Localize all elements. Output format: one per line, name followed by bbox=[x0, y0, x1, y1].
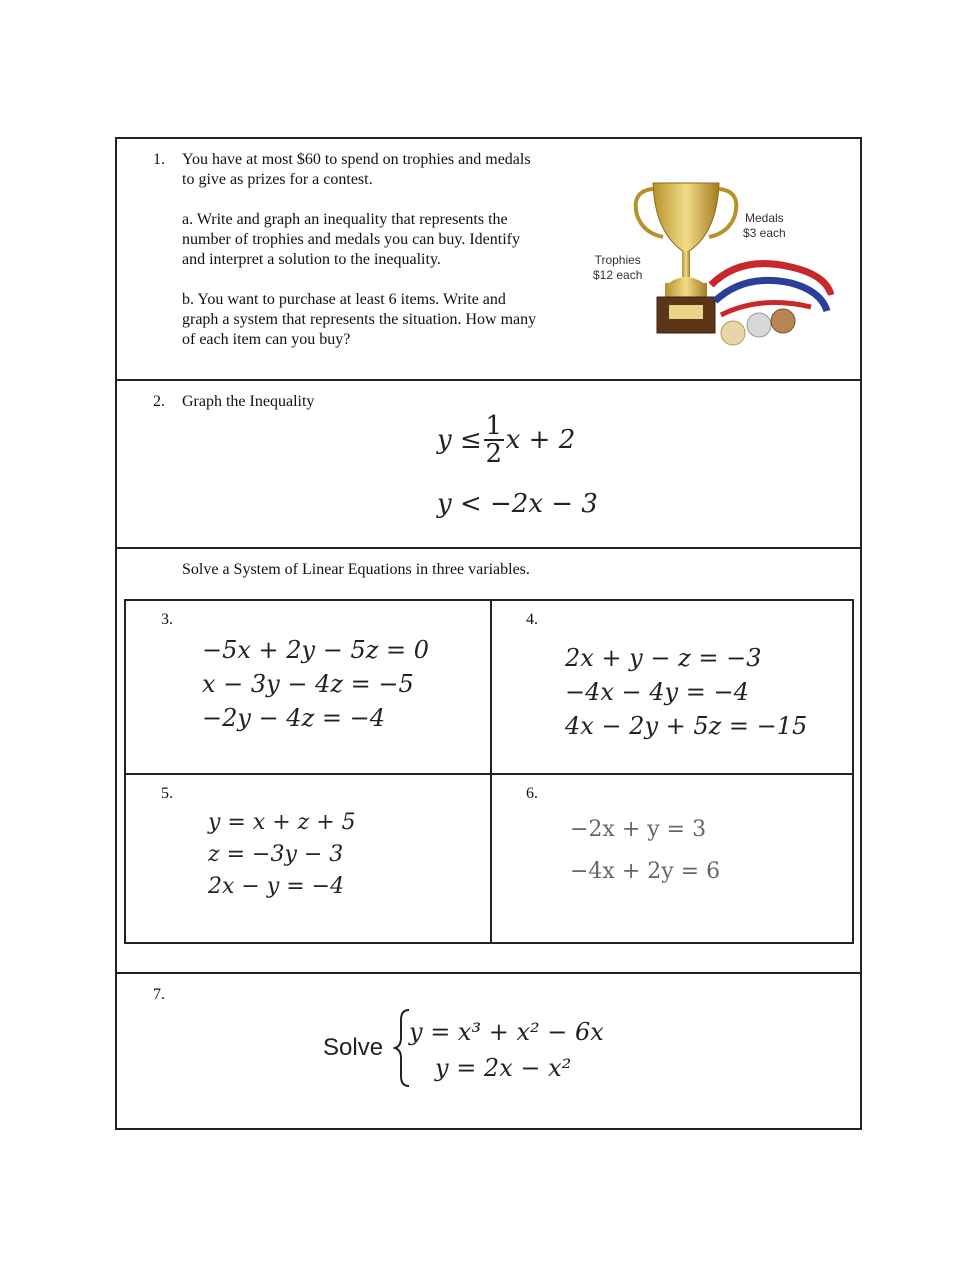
equation-system bbox=[570, 809, 720, 893]
problem-number: 6. bbox=[526, 785, 538, 802]
fraction-denominator: 2 bbox=[485, 439, 503, 469]
equation: −2y − 4z = −4 bbox=[202, 704, 385, 732]
problem-1-row bbox=[117, 139, 860, 379]
trophies-price-text: $12 each bbox=[593, 268, 643, 282]
trophies-label-text: Trophies bbox=[594, 253, 641, 267]
worksheet bbox=[115, 137, 862, 1130]
equation: −2x + y = 3 bbox=[570, 817, 707, 842]
text-line: number of trophies and medals you can buy. Identify bbox=[182, 231, 520, 248]
systems-grid bbox=[124, 599, 854, 944]
problem-number: 4. bbox=[526, 611, 538, 628]
problem-2-title: Graph the Inequality bbox=[182, 393, 315, 410]
equation: −4x − 4y = −4 bbox=[565, 678, 749, 706]
medals-label bbox=[743, 211, 786, 241]
fraction-numerator: 1 bbox=[485, 411, 503, 441]
equation: z = −3y − 3 bbox=[208, 842, 344, 867]
section-title: Solve a System of Linear Equations in three variables. bbox=[182, 561, 530, 578]
equation-system bbox=[565, 641, 807, 743]
problem-number: 2. bbox=[153, 393, 165, 410]
equation-system bbox=[409, 1014, 604, 1086]
problem-1-text bbox=[182, 150, 582, 350]
medals-price-text: $3 each bbox=[743, 226, 786, 240]
problem-2-row bbox=[117, 379, 860, 547]
problem-4-cell bbox=[492, 601, 854, 773]
text-line: and interpret a solution to the inequality. bbox=[182, 251, 441, 268]
fraction bbox=[484, 413, 504, 467]
equation: y = x³ + x² − 6x bbox=[409, 1018, 604, 1046]
problem-5-cell bbox=[126, 775, 490, 943]
equation: −4x + 2y = 6 bbox=[570, 859, 721, 884]
problem-number: 1. bbox=[153, 151, 165, 168]
medals-label-text: Medals bbox=[745, 211, 784, 225]
trophies-label bbox=[593, 253, 642, 283]
inequality-1-right: x + 2 bbox=[505, 425, 576, 455]
equation: 4x − 2y + 5z = −15 bbox=[565, 712, 808, 740]
trophy-icon bbox=[636, 183, 737, 333]
systems-section-row bbox=[117, 547, 860, 972]
trophies-medals-illustration bbox=[591, 175, 841, 355]
problem-number: 7. bbox=[153, 986, 165, 1003]
inequality-1-left: y ≤ bbox=[437, 425, 482, 455]
problem-number: 3. bbox=[161, 611, 173, 628]
text-line: to give as prizes for a contest. bbox=[182, 171, 373, 188]
text-line: a. Write and graph an inequality that represents the bbox=[182, 211, 508, 228]
equation-system bbox=[208, 807, 356, 903]
medals-icon bbox=[711, 264, 831, 345]
equation: x − 3y − 4z = −5 bbox=[202, 670, 414, 698]
problem-6-cell bbox=[492, 775, 854, 943]
equation: −5x + 2y − 5z = 0 bbox=[202, 636, 430, 664]
solve-label: Solve bbox=[323, 1034, 384, 1061]
text-line: b. You want to purchase at least 6 items. Write and bbox=[182, 291, 506, 308]
equation: 2x − y = −4 bbox=[208, 874, 345, 899]
equation: y = 2x − x² bbox=[435, 1054, 572, 1082]
text-line: of each item can you buy? bbox=[182, 331, 351, 348]
text-line: You have at most $60 to spend on trophies and medals bbox=[182, 151, 531, 168]
problem-7-row bbox=[117, 972, 860, 1130]
equation: y = x + z + 5 bbox=[208, 810, 356, 835]
problem-3-cell bbox=[126, 601, 490, 773]
equation: 2x + y − z = −3 bbox=[565, 644, 762, 672]
inequality-2: y < −2x − 3 bbox=[437, 489, 598, 519]
inequality-1 bbox=[437, 413, 575, 467]
problem-number: 5. bbox=[161, 785, 173, 802]
text-line: graph a system that represents the situation. How many bbox=[182, 311, 537, 328]
equation-system bbox=[202, 633, 429, 735]
